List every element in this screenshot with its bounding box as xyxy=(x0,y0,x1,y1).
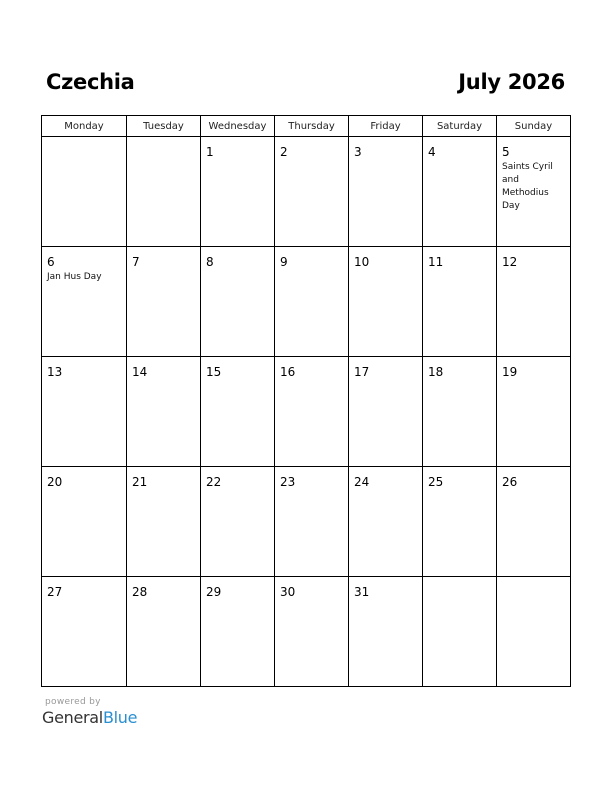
weekday-header-row xyxy=(42,116,571,137)
day-cell xyxy=(497,247,571,357)
week-row xyxy=(42,577,571,687)
month-year-title: July 2026 xyxy=(458,70,565,94)
day-cell xyxy=(127,247,201,357)
day-number: 2 xyxy=(280,145,288,159)
day-cell xyxy=(423,137,497,247)
generalblue-logo[interactable] xyxy=(42,708,137,727)
day-cell xyxy=(42,357,127,467)
day-number: 26 xyxy=(502,475,518,489)
day-cell xyxy=(349,577,423,687)
day-cell xyxy=(275,247,349,357)
day-number: 13 xyxy=(47,365,63,379)
day-cell xyxy=(423,247,497,357)
day-cell xyxy=(275,137,349,247)
holiday-label: Saints Cyril and Methodius Day xyxy=(502,162,553,211)
day-number: 25 xyxy=(428,475,444,489)
day-number: 6 xyxy=(47,255,55,269)
day-number: 20 xyxy=(47,475,63,489)
brand-general: General xyxy=(42,708,103,727)
day-number: 4 xyxy=(428,145,436,159)
day-number: 5 xyxy=(502,145,510,159)
week-row xyxy=(42,467,571,577)
day-number: 9 xyxy=(280,255,288,269)
day-number: 19 xyxy=(502,365,518,379)
day-cell xyxy=(497,467,571,577)
weekday-header: Tuesday xyxy=(127,116,201,137)
country-title: Czechia xyxy=(46,70,135,94)
week-row xyxy=(42,137,571,247)
powered-by-text: powered by xyxy=(45,697,101,707)
calendar-grid xyxy=(41,115,571,687)
day-number: 18 xyxy=(428,365,444,379)
weekday-header: Thursday xyxy=(275,116,349,137)
day-cell xyxy=(275,577,349,687)
day-number: 11 xyxy=(428,255,444,269)
day-cell xyxy=(497,577,571,687)
day-number: 15 xyxy=(206,365,222,379)
day-number: 7 xyxy=(132,255,140,269)
day-number: 22 xyxy=(206,475,222,489)
day-number: 8 xyxy=(206,255,214,269)
day-number: 30 xyxy=(280,585,296,599)
day-number: 10 xyxy=(354,255,370,269)
day-number: 29 xyxy=(206,585,222,599)
day-cell xyxy=(423,467,497,577)
day-cell xyxy=(349,137,423,247)
day-cell xyxy=(42,137,127,247)
day-cell xyxy=(127,467,201,577)
day-cell xyxy=(201,467,275,577)
day-cell xyxy=(349,357,423,467)
day-number: 1 xyxy=(206,145,214,159)
day-number: 12 xyxy=(502,255,518,269)
day-number: 23 xyxy=(280,475,296,489)
weekday-header: Wednesday xyxy=(201,116,275,137)
day-cell xyxy=(275,467,349,577)
day-number: 24 xyxy=(354,475,370,489)
day-number: 17 xyxy=(354,365,370,379)
day-number: 3 xyxy=(354,145,362,159)
day-cell xyxy=(497,357,571,467)
day-cell xyxy=(423,357,497,467)
day-number: 21 xyxy=(132,475,148,489)
day-cell xyxy=(497,137,571,247)
day-cell xyxy=(349,247,423,357)
holiday-label: Jan Hus Day xyxy=(47,272,102,282)
day-cell xyxy=(42,577,127,687)
week-row xyxy=(42,247,571,357)
day-cell xyxy=(201,357,275,467)
day-number: 16 xyxy=(280,365,296,379)
day-number: 27 xyxy=(47,585,63,599)
day-cell xyxy=(42,247,127,357)
day-cell xyxy=(275,357,349,467)
day-number: 28 xyxy=(132,585,148,599)
day-cell xyxy=(423,577,497,687)
day-cell xyxy=(201,137,275,247)
day-cell xyxy=(127,137,201,247)
day-cell xyxy=(127,357,201,467)
day-cell xyxy=(127,577,201,687)
day-cell xyxy=(201,247,275,357)
week-row xyxy=(42,357,571,467)
day-number: 14 xyxy=(132,365,148,379)
day-number: 31 xyxy=(354,585,370,599)
day-cell xyxy=(201,577,275,687)
day-cell xyxy=(349,467,423,577)
brand-blue: Blue xyxy=(102,708,138,727)
weekday-header: Saturday xyxy=(423,116,497,137)
day-cell xyxy=(42,467,127,577)
weekday-header: Monday xyxy=(42,116,127,137)
weekday-header: Sunday xyxy=(497,116,571,137)
weekday-header: Friday xyxy=(349,116,423,137)
